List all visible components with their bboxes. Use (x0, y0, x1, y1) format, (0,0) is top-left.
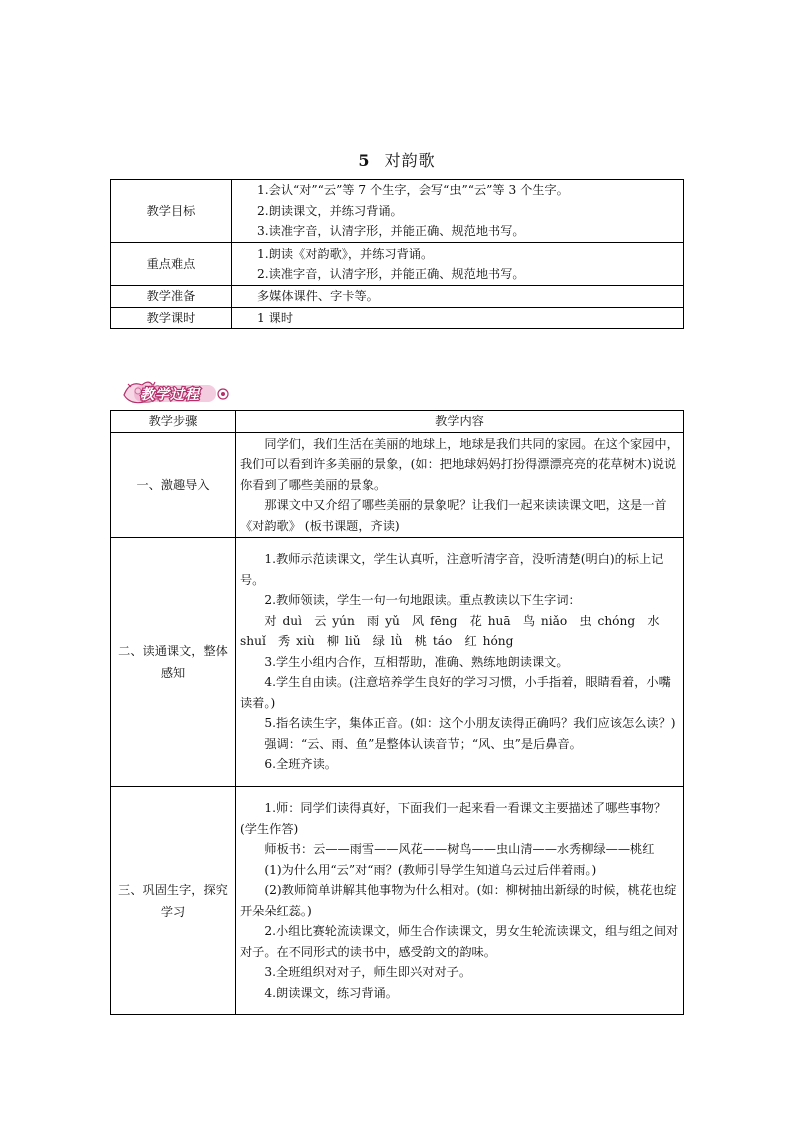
info-label: 教学课时 (111, 307, 232, 329)
info-row-objectives (111, 180, 684, 243)
info-line: 多媒体课件、字卡等。 (257, 289, 379, 303)
info-line: 2.朗读课文，并练习背诵。 (257, 203, 403, 218)
content-paragraph: 1.师：同学们读得真好，下面我们一起来看一看课文主要描述了哪些事物？(学生作答) (240, 801, 667, 836)
content-paragraph: (1)为什么用“云”对“雨？(教师引导学生知道乌云过后伴着雨。) (264, 862, 597, 877)
lesson-title (0, 148, 794, 171)
process-step-label: 二、读通课文，整体感知 (111, 538, 236, 787)
process-step-content (236, 787, 684, 1015)
info-value (232, 307, 684, 329)
info-line: 1.会认“对”“云”等 7 个生字，会写“虫”“云”等 3 个生字。 (257, 183, 569, 198)
header-step: 教学步骤 (111, 411, 236, 433)
process-step-label: 一、激趣导入 (111, 433, 236, 538)
content-paragraph: (2)教师简单讲解其他事物为什么相对。(如：柳树抽出新绿的时候，桃花也绽开朵朵红蕊。) (240, 883, 677, 918)
info-value (232, 243, 684, 286)
info-line: 1.朗读《对韵歌》，并练习背诵。 (257, 246, 434, 261)
content-paragraph: 4.学生自由读。(注意培养学生良好的学习习惯，小手指着，眼睛看着，小嘴读着。) (240, 675, 671, 710)
content-paragraph: 2.教师领读，学生一句一句地跟读。重点教读以下生字词： (264, 593, 581, 608)
info-line: 2.读准字音，认清字形，并能正确、规范地书写。 (257, 267, 525, 281)
content-paragraph: 师板书：云——雨雪——风花——树鸟——虫山清——水秀柳绿——桃红 (264, 842, 655, 856)
info-label: 教学目标 (111, 180, 232, 243)
content-paragraph: 3.学生小组内合作，互相帮助，准确、熟练地朗读课文。 (264, 654, 569, 669)
content-paragraph: 同学们，我们生活在美丽的地球上，地球是我们共同的家园。在这个家园中，我们可以看到许多美丽的景象，(如：把地球妈妈打扮得漂漂亮亮的花草树木)说说你看到了哪些美丽的景象。 (240, 436, 679, 492)
info-value (232, 180, 684, 243)
info-label: 重点难点 (111, 243, 232, 286)
info-row-preparation (111, 286, 684, 308)
content-paragraph: 5.指名读生字，集体正音。(如：这个小朋友读得正确吗？我们应该怎么读？) (264, 716, 676, 731)
content-paragraph: 那课文中又介绍了哪些美丽的景象呢？让我们一起来读读课文吧，这是一首《对韵歌》 (板书课题，齐读) (240, 498, 667, 533)
teaching-process-badge (120, 376, 232, 406)
pinyin-word-list: 对 duì 云 yún 雨 yǔ 风 fēng 花 huā 鸟 niǎo 虫 chóng 水 shuǐ 秀 xiù 柳 liǔ 绿 lǜ 桃 táo 红 hóng (240, 613, 660, 649)
content-paragraph: 6.全班齐读。 (264, 757, 337, 772)
lesson-number: 5 (358, 151, 371, 170)
content-paragraph: 1.教师示范读课文，学生认真听，注意听清字音，没听清楚(明白)的标上记号。 (240, 552, 664, 587)
process-step-content (236, 433, 684, 538)
process-step-content (236, 538, 684, 787)
process-row-consolidate (111, 787, 684, 1015)
content-paragraph: 4.朗读课文，练习背诵。 (264, 985, 398, 1000)
process-row-reading (111, 538, 684, 787)
info-row-periods (111, 307, 684, 329)
process-step-label: 三、巩固生字，探究学习 (111, 787, 236, 1015)
info-row-keypoints (111, 243, 684, 286)
badge-art-icon (120, 376, 232, 406)
info-value (232, 286, 684, 308)
badge-label: 教学过程 (140, 387, 200, 403)
content-paragraph: 强调：“云、雨、鱼”是整体认读音节；“风、虫”是后鼻音。 (264, 736, 582, 751)
content-paragraph: 2.小组比赛轮流读课文，师生合作读课文，男女生轮流读课文，组与组之间对对子。在不同形式的读书中，感受韵文的韵味。 (240, 924, 679, 959)
lesson-name: 对韵歌 (384, 151, 436, 170)
process-row-intro (111, 433, 684, 538)
info-line: 3.读准字音，认清字形，并能正确、规范地书写。 (257, 224, 525, 239)
content-paragraph: 3.全班组织对对子，师生即兴对对子。 (264, 965, 472, 979)
teaching-process-table (110, 410, 684, 1015)
lesson-info-table (110, 179, 684, 329)
header-content: 教学内容 (236, 411, 684, 433)
info-label: 教学准备 (111, 286, 232, 308)
process-header-row (111, 411, 684, 433)
info-line: 1 课时 (257, 310, 294, 325)
